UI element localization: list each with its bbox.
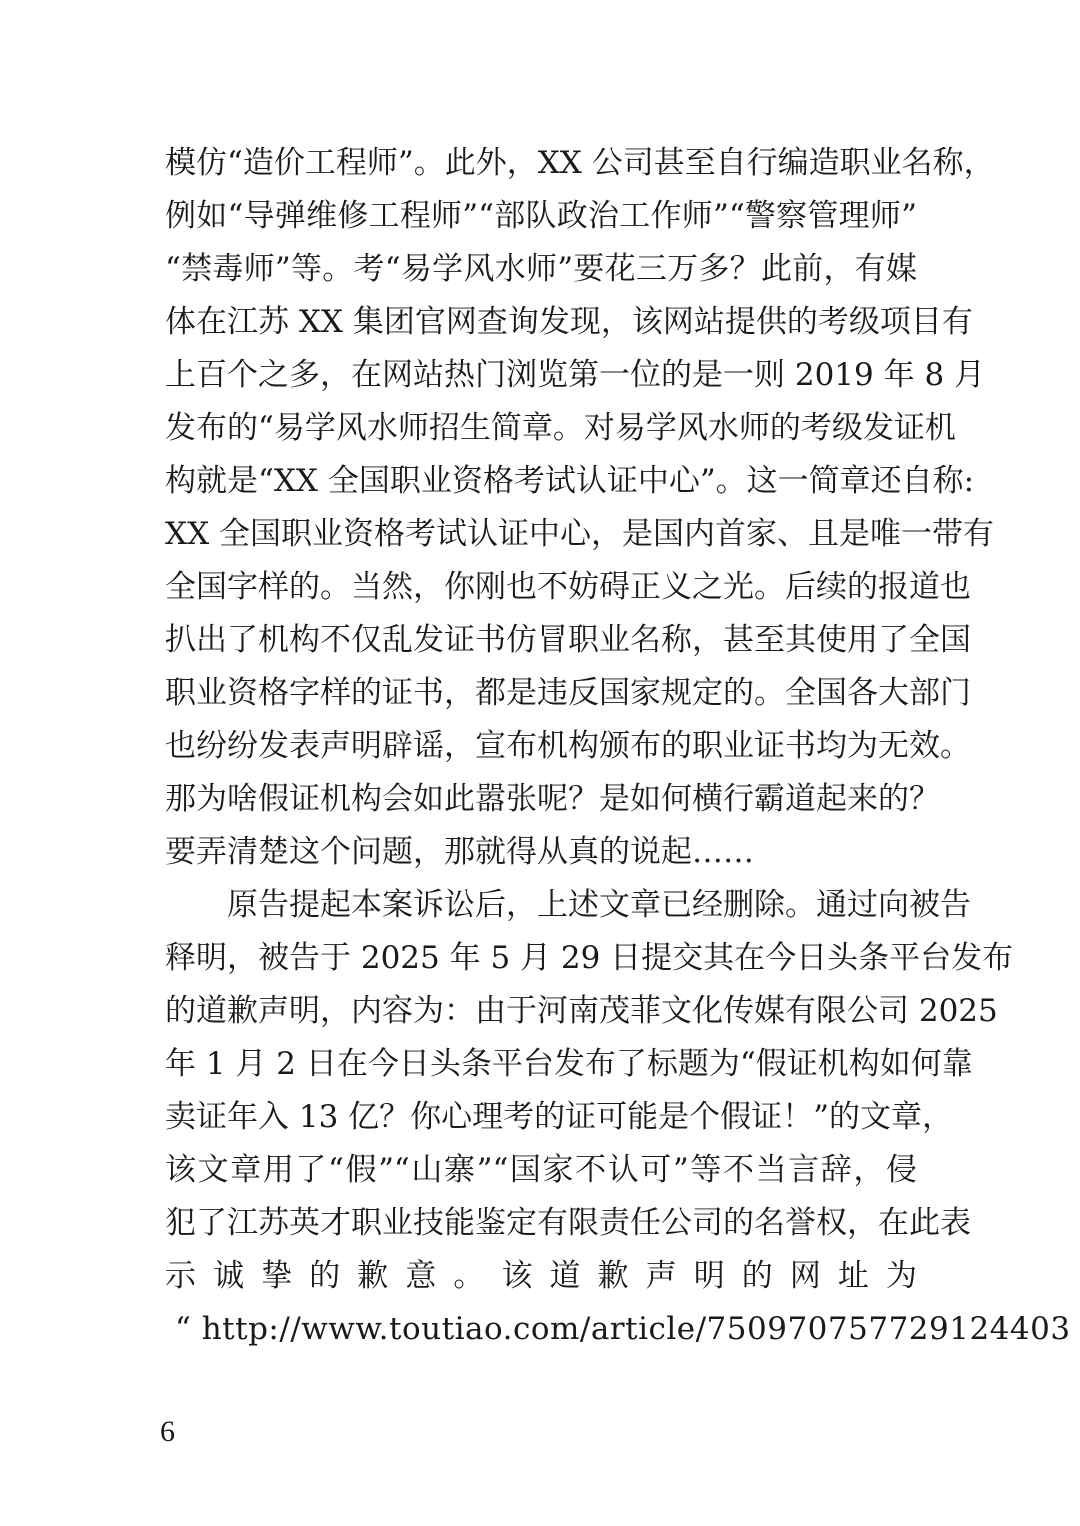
text-line: 模仿“造价工程师”。此外，XX 公司甚至自行编造职业名称， xyxy=(165,145,995,181)
text-line: 犯了江苏英才职业技能鉴定有限责任公司的名誉权，在此表 xyxy=(165,1205,971,1241)
text-line: 年 1 月 2 日在今日头条平台发布了标题为“假证机构如何靠 xyxy=(165,1046,973,1082)
text-line: 该文章用了“假”“山寨”“国家不认可”等不当言辞，侵 xyxy=(165,1152,917,1188)
text-line: 扒出了机构不仅乱发证书仿冒职业名称，甚至其使用了全国 xyxy=(165,622,971,658)
text-line: 也纷纷发表声明辟谣，宣布机构颁布的职业证书均为无效。 xyxy=(165,728,971,764)
text-line: 的道歉声明，内容为：由于河南茂菲文化传媒有限公司 2025 xyxy=(165,993,998,1029)
text-line: 全国字样的。当然，你刚也不妨碍正义之光。后续的报道也 xyxy=(165,569,971,605)
body-text xyxy=(165,137,1071,1356)
text-line: 卖证年入 13 亿？你心理考的证可能是个假证！”的文章， xyxy=(165,1099,953,1135)
text-line: “禁毒师”等。考“易学风水师”要花三万多？此前，有媒 xyxy=(165,251,917,287)
text-line: 示 诚 挚 的 歉 意 。 该 道 歉 声 明 的 网 址 为 xyxy=(165,1258,917,1294)
text-line: 那为啥假证机构会如此嚣张呢？是如何横行霸道起来的？ xyxy=(165,781,940,817)
text-line: 要弄清楚这个问题，那就得从真的说起…… xyxy=(165,834,754,870)
text-line: 上百个之多，在网站热门浏览第一位的是一则 2019 年 8 月 xyxy=(165,357,986,393)
url-line: “ http://www.toutiao.com/article/750970757729124403 xyxy=(175,1311,1071,1347)
text-line: 例如“导弹维修工程师”“部队政治工作师”“警察管理师” xyxy=(165,198,917,234)
text-line: 发布的“易学风水师招生简章。对易学风水师的考级发证机 xyxy=(165,410,956,446)
text-line: 释明，被告于 2025 年 5 月 29 日提交其在今日头条平台发布 xyxy=(165,940,1014,976)
page-number: 6 xyxy=(160,1415,175,1448)
text-line: XX 全国职业资格考试认证中心，是国内首家、且是唯一带有 xyxy=(165,516,994,552)
text-line: 构就是“XX 全国职业资格考试认证中心”。这一简章还自称: xyxy=(165,463,975,499)
text-line: 体在江苏 XX 集团官网查询发现，该网站提供的考级项目有 xyxy=(165,304,973,340)
text-line: 职业资格字样的证书，都是违反国家规定的。全国各大部门 xyxy=(165,675,971,711)
paragraph-start-line: 原告提起本案诉讼后，上述文章已经删除。通过向被告 xyxy=(227,887,971,923)
